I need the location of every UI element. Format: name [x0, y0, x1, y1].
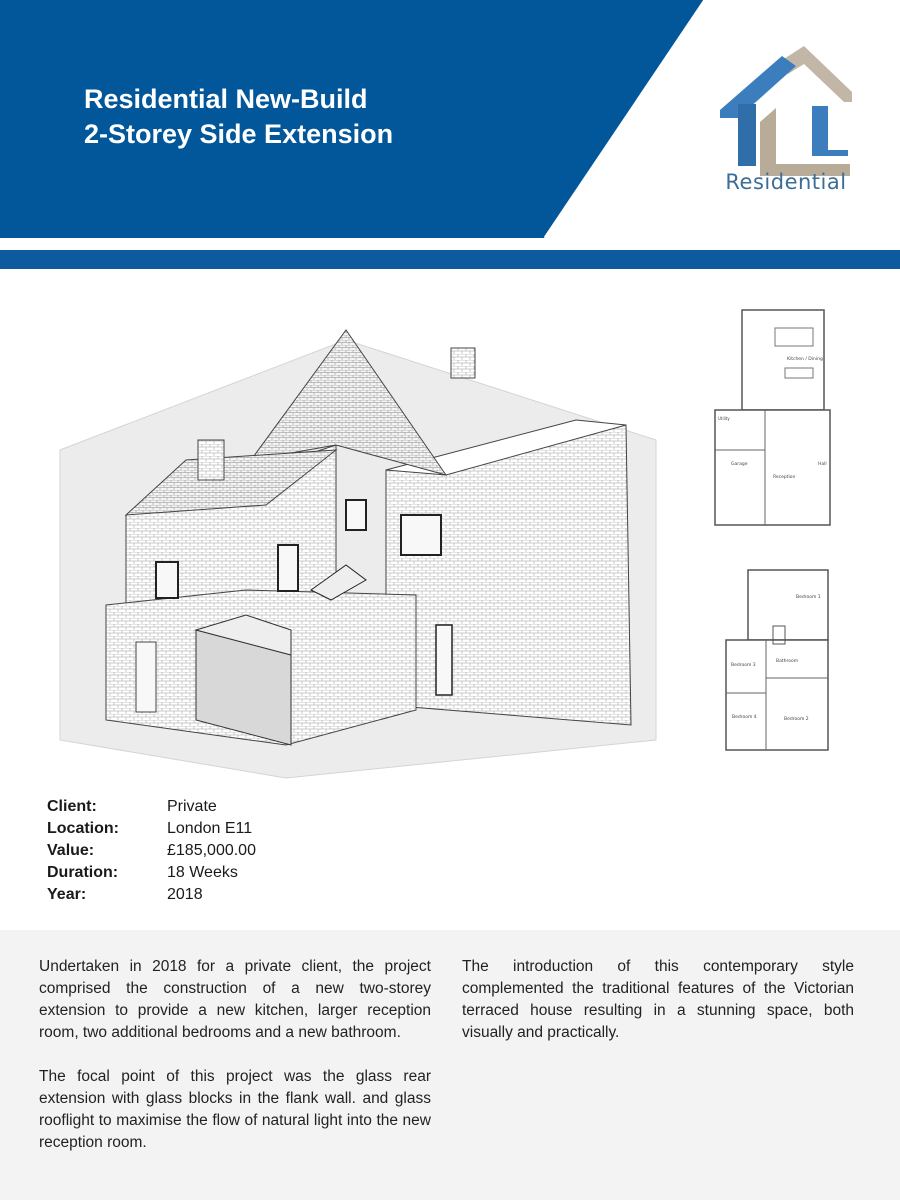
plan-label-garage: Garage: [731, 462, 748, 467]
project-details: [47, 796, 256, 906]
isometric-house-drawing: [56, 300, 666, 780]
plan-label-utility: Utility: [718, 416, 730, 421]
detail-location: [47, 818, 256, 840]
detail-duration: [47, 862, 256, 884]
plan-label-reception: Reception: [773, 475, 796, 480]
plan-label-bedroom-2: Bedroom 2: [784, 717, 809, 722]
ground-floor-plan: [705, 300, 840, 545]
plan-label-bathroom: Bathroom: [776, 659, 799, 664]
detail-label: Location:: [47, 820, 119, 837]
detail-value: Private: [167, 798, 217, 815]
detail-label: Year:: [47, 886, 87, 903]
brand-text: Residential: [725, 170, 847, 194]
description-column-left: [39, 956, 431, 1176]
title-line-2: 2-Storey Side Extension: [84, 119, 394, 149]
description-paragraph-1: Undertaken in 2018 for a private client, the project comprised the construction of a new two-storey extension to provide a new kitchen, larger reception room, two additional bedrooms and a new bathroom.: [39, 958, 431, 1041]
header-stripe: [0, 250, 900, 269]
detail-label: Value:: [47, 842, 95, 859]
detail-label: Duration:: [47, 864, 119, 881]
detail-value: London E11: [167, 820, 253, 837]
title-line-1: Residential New-Build: [84, 84, 368, 114]
detail-value: £185,000.00: [167, 842, 256, 859]
description-panel: [0, 930, 900, 1200]
detail-value: 18 Weeks: [167, 864, 238, 881]
detail-label: Client:: [47, 798, 97, 815]
description-paragraph-2: The focal point of this project was the glass rear extension with glass blocks in the flank wall. and glass rooflight to maximise the flow of natural light into the new reception room.: [39, 1068, 431, 1151]
plan-label-kitchen: Kitchen / Dining: [787, 357, 823, 362]
detail-year: [47, 884, 256, 906]
detail-value: 2018: [167, 886, 203, 903]
plan-label-hall: Hall: [818, 462, 827, 467]
plan-label-bedroom-4: Bedroom 4: [732, 715, 757, 720]
page-title: [84, 82, 393, 152]
first-floor-plan: [718, 558, 840, 768]
detail-value-row: [47, 840, 256, 862]
detail-client: [47, 796, 256, 818]
description-column-right: [462, 956, 854, 1066]
plan-label-bedroom-1: Bedroom 1: [796, 595, 821, 600]
description-paragraph-3: The introduction of this contemporary style complemented the traditional features of the Victorian terraced house resulting in a stunning space, both visually and practically.: [462, 958, 854, 1041]
plan-label-bedroom-3: Bedroom 3: [731, 663, 756, 668]
